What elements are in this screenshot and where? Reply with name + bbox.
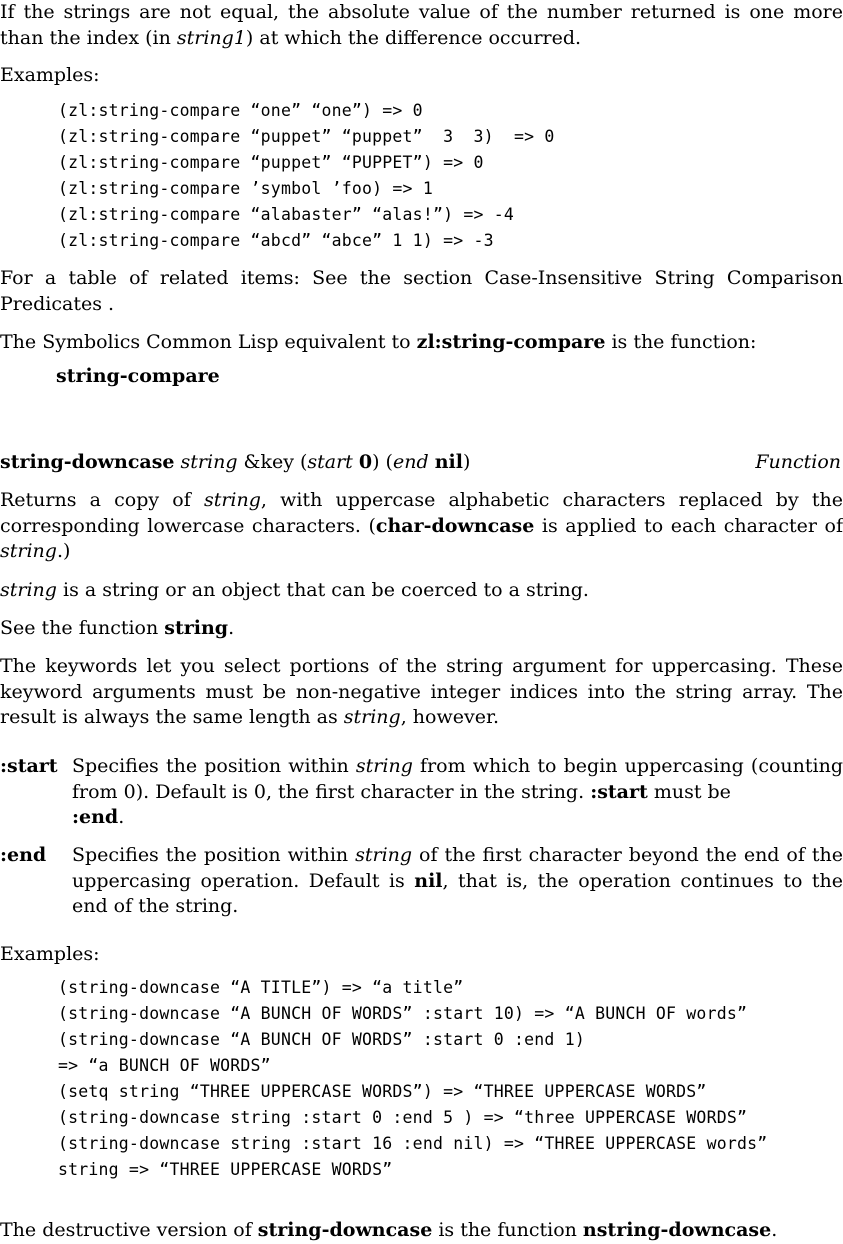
kw-text: Specifies the position within — [72, 755, 356, 777]
description-paragraph-1 — [0, 488, 843, 565]
kw-ref: :end — [72, 806, 119, 828]
function-keyword: &key ( — [243, 451, 308, 473]
keyword-term: :start — [0, 755, 58, 777]
desc-function-ref: char-downcase — [375, 514, 535, 537]
intro-arg: string1 — [176, 26, 246, 49]
keyword-description — [72, 843, 843, 920]
description-paragraph-2 — [0, 578, 843, 604]
function-name: string-downcase — [0, 451, 175, 473]
kw-text: . — [118, 806, 125, 828]
equivalent-text: The Symbolics Common Lisp equivalent to — [0, 331, 417, 353]
description-paragraph-4 — [0, 654, 843, 731]
start-default: 0 — [358, 451, 373, 473]
code-line: (string-downcase string :start 16 :end nil) => “THREE UPPERCASE words” — [58, 1134, 768, 1153]
code-line: (string-downcase “A BUNCH OF WORDS” :start 0 :end 1) — [58, 1030, 585, 1049]
destructive-function: string-downcase — [257, 1219, 433, 1241]
equivalent-function-name: string-compare — [56, 365, 220, 387]
destructive-text: The destructive version of — [0, 1219, 258, 1241]
code-line: (zl:string-compare “alabaster” “alas!”) => -4 — [58, 205, 515, 224]
desc-text: .) — [56, 540, 71, 562]
end-default: nil — [434, 451, 463, 473]
kw-text: from which to begin uppercasing (counting from 0). Default is 0, the first character in the string. — [72, 755, 843, 803]
code-line: (string-downcase string :start 0 :end 5 ) => “three UPPERCASE WORDS” — [58, 1108, 748, 1127]
start-arg: start — [307, 451, 353, 473]
examples-label-1: Examples: — [0, 64, 100, 86]
desc-text: . — [228, 617, 235, 639]
kw-text: Specifies the position within — [72, 844, 356, 866]
code-line: (setq string “THREE UPPERCASE WORDS”) => “THREE UPPERCASE WORDS” — [58, 1082, 707, 1101]
destructive-text: . — [771, 1219, 778, 1241]
desc-text: is a string or an object that can be coerced to a string. — [56, 579, 589, 601]
code-block-1 — [58, 98, 555, 254]
kw-text: , that is, the operation continues to the end of the string. — [72, 869, 843, 917]
code-line: => “a BUNCH OF WORDS” — [58, 1056, 271, 1075]
desc-arg: string — [0, 579, 57, 601]
keyword-term: :end — [0, 844, 47, 866]
destructive-paragraph — [0, 1218, 843, 1244]
kw-ref: :start — [590, 780, 648, 803]
intro-paragraph — [0, 0, 843, 51]
related-text: For a table of related items: See the section — [0, 267, 485, 289]
kw-arg: string — [355, 844, 413, 866]
signature-separator: ) ( — [372, 451, 393, 473]
desc-function-ref: string — [164, 617, 229, 639]
function-arg: string — [180, 451, 238, 473]
code-line: (zl:string-compare “puppet” “puppet” 3 3) => 0 — [58, 127, 555, 146]
code-line: (zl:string-compare “puppet” “PUPPET”) => 0 — [58, 153, 484, 172]
desc-text: , however. — [400, 706, 499, 728]
code-line: (zl:string-compare ’symbol ’foo) => 1 — [58, 179, 433, 198]
related-end: . — [101, 292, 115, 315]
signature-close: ) — [462, 451, 471, 473]
desc-text: Returns a copy of — [0, 489, 204, 511]
entry-kind: Function — [755, 451, 841, 473]
destructive-function-2: nstring-downcase — [582, 1219, 772, 1241]
intro-text: If the strings are not equal, the absolute value of the number returned is one more than the index (in — [0, 1, 843, 49]
end-arg: end — [392, 451, 429, 473]
kw-arg: string — [355, 755, 413, 777]
equivalent-name: zl:string-compare — [416, 331, 606, 353]
code-block-2 — [58, 975, 767, 1183]
equivalent-function — [56, 364, 843, 390]
kw-text: must be — [647, 780, 731, 803]
desc-text: , with uppercase alphabetic characters replaced by the corresponding lowercase characters. ( — [0, 489, 843, 537]
desc-text: The keywords let you select portions of the string argument for uppercasing. These keyword arguments must be non-negative integer indices into the string array. The result is always the same length as — [0, 655, 843, 728]
related-section-link[interactable]: Case-Insensitive String Comparison Predicates — [0, 267, 843, 315]
desc-arg: string — [203, 489, 261, 511]
equivalent-paragraph — [0, 330, 843, 356]
description-paragraph-3 — [0, 616, 843, 642]
desc-text: See the function — [0, 617, 165, 639]
intro-text-end: ) at which the difference occurred. — [245, 26, 582, 49]
function-signature — [0, 451, 470, 473]
keyword-description — [72, 754, 843, 831]
related-paragraph — [0, 266, 843, 317]
kw-ref: nil — [414, 869, 443, 892]
kw-text: of the first character beyond the end of the uppercasing operation. Default is — [72, 844, 843, 892]
destructive-text: is the function — [432, 1219, 583, 1241]
desc-arg: string — [343, 706, 401, 728]
function-entry-header — [0, 450, 843, 476]
desc-text: is applied to each character of — [534, 514, 843, 537]
code-line: (zl:string-compare “abcd” “abce” 1 1) => -3 — [58, 231, 494, 250]
code-line: (zl:string-compare “one” “one”) => 0 — [58, 101, 423, 120]
code-line: (string-downcase “A BUNCH OF WORDS” :start 10) => “A BUNCH OF words” — [58, 1004, 748, 1023]
code-line: (string-downcase “A TITLE”) => “a title” — [58, 978, 464, 997]
equivalent-text-end: is the function: — [605, 331, 757, 353]
examples-label-2: Examples: — [0, 943, 100, 965]
code-line: string => “THREE UPPERCASE WORDS” — [58, 1160, 393, 1179]
desc-arg: string — [0, 540, 57, 562]
